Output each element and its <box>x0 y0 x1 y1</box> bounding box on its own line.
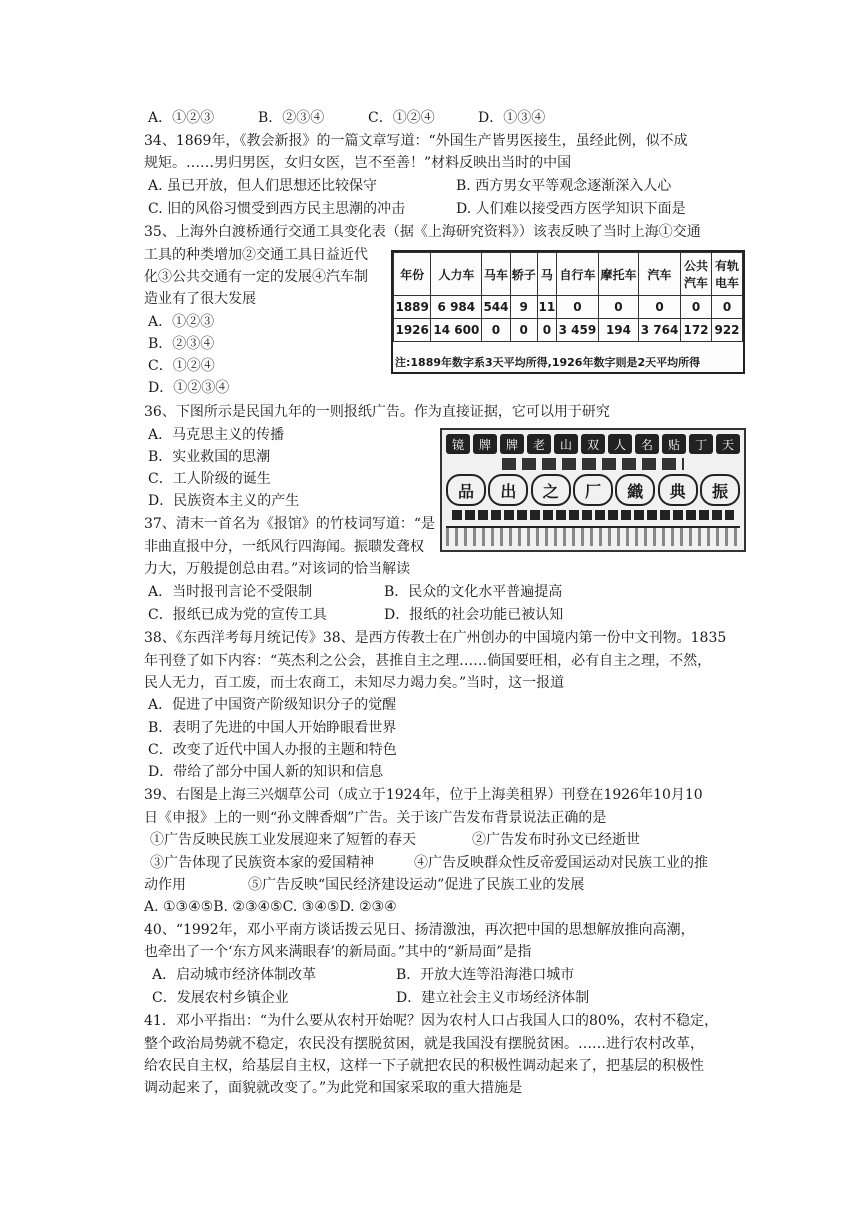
q36-option-b: B．实业救国的思潮 <box>148 449 271 465</box>
q34-stem-line2: 规矩。……男归男医，女归女医，岂不至善！”材料反映出当时的中国 <box>144 155 572 171</box>
ad-char: 牌 <box>473 434 497 454</box>
table-cell: 0 <box>598 296 638 319</box>
q37-stem-line3: 力大，万般提创总由君。”对该词的恰当解读 <box>144 561 411 577</box>
table-header-cell: 马 <box>537 253 556 296</box>
ad-char: 贴 <box>662 434 686 454</box>
q34-option-d: D. 人们难以接受西方医学知识下面是 <box>456 201 686 217</box>
ad-char: 牌 <box>500 434 524 454</box>
ad-top-characters <box>446 434 740 454</box>
q37-option-d: D．报纸的社会功能已被认知 <box>384 607 564 623</box>
table-header-cell: 摩托车 <box>598 253 638 296</box>
q40-stem-line1: 40、“1992年，邓小平南方谈话拨云见日、扬清激浊，再次把中国的思想解放推向高潮， <box>144 922 695 938</box>
q35-option-a: A．①②③ <box>148 314 215 330</box>
q39-stem-line1: 39、右图是上海三兴烟草公司（成立于1924年，位于上海美租界）刊登在1926年10月10 <box>144 787 703 803</box>
transport-table <box>393 252 743 342</box>
table-cell: 14 600 <box>431 319 482 342</box>
q41-stem-line4: 调动起来了，面貌就改变了。”为此党和国家采取的重大措施是 <box>144 1080 523 1096</box>
q38-stem-line1: 38、《东西洋考每月统记传》38、是西方传教士在广州创办的中国境内第一份中文刊物。1835 <box>144 630 727 646</box>
table-cell: 3 459 <box>557 319 599 342</box>
q33-option-d: D．①③④ <box>478 110 546 126</box>
table-cell: 0 <box>712 296 743 319</box>
table-cell: 0 <box>639 296 681 319</box>
table-cell: 3 764 <box>639 319 681 342</box>
table-cell: 6 984 <box>431 296 482 319</box>
q40-option-b: B．开放大连等沿海港口城市 <box>396 967 575 983</box>
q38-option-a: A．促进了中国资产阶级知识分子的觉醒 <box>148 697 397 713</box>
q34-option-a: A. 虽已开放，但人们思想还比较保守 <box>148 178 378 194</box>
q36-stem-line1: 36、下图所示是民国九年的一则报纸广告。作为直接证据，它可以用于研究 <box>144 404 610 420</box>
table-cell: 194 <box>598 319 638 342</box>
q36-option-a: A．马克思主义的传播 <box>148 427 285 443</box>
table-header-row <box>394 253 743 296</box>
table-cell: 544 <box>482 296 510 319</box>
ad-big-char: 品 <box>446 474 486 506</box>
table-cell: 922 <box>712 319 743 342</box>
q35-stem-line1: 35、上海外白渡桥通行交通工具变化表（据《上海研究资料》）该表反映了当时上海①交通 <box>144 224 701 240</box>
table-header-cell: 公共汽车 <box>681 253 712 296</box>
ad-slogan-line <box>452 510 734 520</box>
q38-option-c: C．改变了近代中国人办报的主题和特色 <box>148 742 397 758</box>
ad-big-char: 典 <box>658 474 698 506</box>
ad-big-char: 振 <box>700 474 740 506</box>
q39-statement-2: ②广告发布时孙文已经逝世 <box>472 832 640 848</box>
table-header-cell: 有轨电车 <box>712 253 743 296</box>
ad-char: 老 <box>527 434 551 454</box>
q39-choices: A. ①③④⑤B. ②③④⑤C. ③④⑤D. ②③④ <box>144 899 397 915</box>
table-cell: 0 <box>510 319 537 342</box>
q40-option-a: A．启动城市经济体制改革 <box>152 967 317 983</box>
q41-stem-line1: 41．邓小平指出：“为什么要从农村开始呢？因为农村人口占我国人口的80%，农村不稳定， <box>144 1013 719 1029</box>
table-row <box>394 319 743 342</box>
ad-big-char: 織 <box>615 474 655 506</box>
q35-option-d: D．①②③④ <box>148 380 230 396</box>
q37-option-a: A．当时报刊言论不受限制 <box>148 584 313 600</box>
table-cell: 0 <box>681 296 712 319</box>
table-cell: 1926 <box>394 319 431 342</box>
table-cell: 1889 <box>394 296 431 319</box>
q39-statement-3: ③广告体现了民族资本家的爱国精神 <box>150 855 374 871</box>
table-cell: 11 <box>537 296 556 319</box>
table-cell: 0 <box>557 296 599 319</box>
ad-char: 镜 <box>446 434 470 454</box>
q39-stem-line2: 日《申报》上的一则“孙文牌香烟”广告。关于该广告发布背景说法正确的是 <box>144 810 607 826</box>
q37-option-b: B．民众的文化水平普遍提高 <box>384 584 563 600</box>
q35-option-c: C．①②④ <box>148 358 215 374</box>
ad-big-char: 厂 <box>573 474 613 506</box>
ad-small-print <box>502 458 684 470</box>
q39-statement-5: ⑤广告反映“国民经济建设运动”促进了民族工业的发展 <box>248 877 585 893</box>
q37-option-c: C．报纸已成为党的宣传工具 <box>148 607 327 623</box>
q34-option-b: B. 西方男女平等观念逐渐深入人心 <box>456 178 672 194</box>
q38-option-d: D．带给了部分中国人新的知识和信息 <box>148 764 384 780</box>
q38-stem-line2: 年刊登了如下内容：“英杰利之公会，甚推自主之理……倘国要旺相，必有自主之理，不然， <box>144 653 712 669</box>
ad-big-characters <box>446 474 740 506</box>
q39-statement-4-cont: 动作用 <box>144 877 186 893</box>
q40-option-c: C．发展农村乡镇企业 <box>152 990 289 1006</box>
newspaper-ad-image <box>440 428 746 552</box>
q40-stem-line2: 也牵出了一个‘东方风来满眼春’的新局面。”其中的“新局面”是指 <box>144 944 532 960</box>
ad-char: 天 <box>716 434 740 454</box>
q38-option-b: B．表明了先进的中国人开始睁眼看世界 <box>148 720 397 736</box>
q33-option-b: B．②③④ <box>258 110 325 126</box>
ad-char: 山 <box>554 434 578 454</box>
q34-stem-line1: 34、1869年，《教会新报》的一篇文章写道：“外国生产皆男医接生，虽经此例，似不成 <box>144 133 688 149</box>
q39-statement-1: ①广告反映民族工业发展迎来了短暂的春天 <box>150 832 416 848</box>
q36-option-d: D．民族资本主义的产生 <box>148 493 300 509</box>
q35-stem-line3: 化③公共交通有一定的发展④汽车制 <box>144 269 368 285</box>
ad-char: 名 <box>635 434 659 454</box>
table-header-cell: 汽车 <box>639 253 681 296</box>
q33-option-c: C．①②④ <box>368 110 435 126</box>
table-header-cell: 自行车 <box>557 253 599 296</box>
q41-stem-line2: 整个政治局势就不稳定，农民没有摆脱贫困，就是我国没有摆脱贫困。……进行农村改革， <box>144 1036 704 1052</box>
q40-option-d: D．建立社会主义市场经济体制 <box>396 990 590 1006</box>
q36-option-c: C．工人阶级的诞生 <box>148 471 271 487</box>
table-header-cell: 人力车 <box>431 253 482 296</box>
table-cell: 172 <box>681 319 712 342</box>
table-note: 注:1889年数字系3天平均所得,1926年数字则是2天平均所得 <box>395 356 701 369</box>
table-cell: 9 <box>510 296 537 319</box>
ad-big-char: 之 <box>531 474 571 506</box>
ad-big-char: 出 <box>488 474 528 506</box>
ad-char: 人 <box>608 434 632 454</box>
q34-option-c: C. 旧的风俗习惯受到西方民主思潮的冲击 <box>148 201 406 217</box>
q39-statement-4: ④广告反映群众性反帝爱国运动对民族工业的推 <box>414 855 708 871</box>
transport-table-image <box>391 250 745 374</box>
ad-char: 双 <box>581 434 605 454</box>
q41-stem-line3: 给农民自主权，给基层自主权，这样一下子就把农民的积极性调动起来了，把基层的积极性 <box>144 1058 704 1074</box>
q35-stem-line2: 工具的种类增加②交通工具日益近代 <box>144 247 368 263</box>
ad-char: 丁 <box>689 434 713 454</box>
table-cell: 0 <box>482 319 510 342</box>
ad-footer-band <box>446 526 740 546</box>
table-cell: 0 <box>537 319 556 342</box>
q33-option-a: A．①②③ <box>148 110 215 126</box>
table-header-cell: 轿子 <box>510 253 537 296</box>
table-header-cell: 年份 <box>394 253 431 296</box>
q37-stem-line1: 37、清末一首名为《报馆》的竹枝词写道：“是 <box>144 516 435 532</box>
table-row <box>394 296 743 319</box>
q38-stem-line3: 民人无力，百工废，而士农商工，未知尽力竭力矣。”当时，这一报道 <box>144 675 565 691</box>
q35-option-b: B．②③④ <box>148 336 215 352</box>
q35-stem-line4: 造业有了很大发展 <box>144 291 256 307</box>
table-header-cell: 马车 <box>482 253 510 296</box>
q37-stem-line2: 非曲直报中分，一纸风行四海闻。振聩发聋权 <box>144 539 424 555</box>
